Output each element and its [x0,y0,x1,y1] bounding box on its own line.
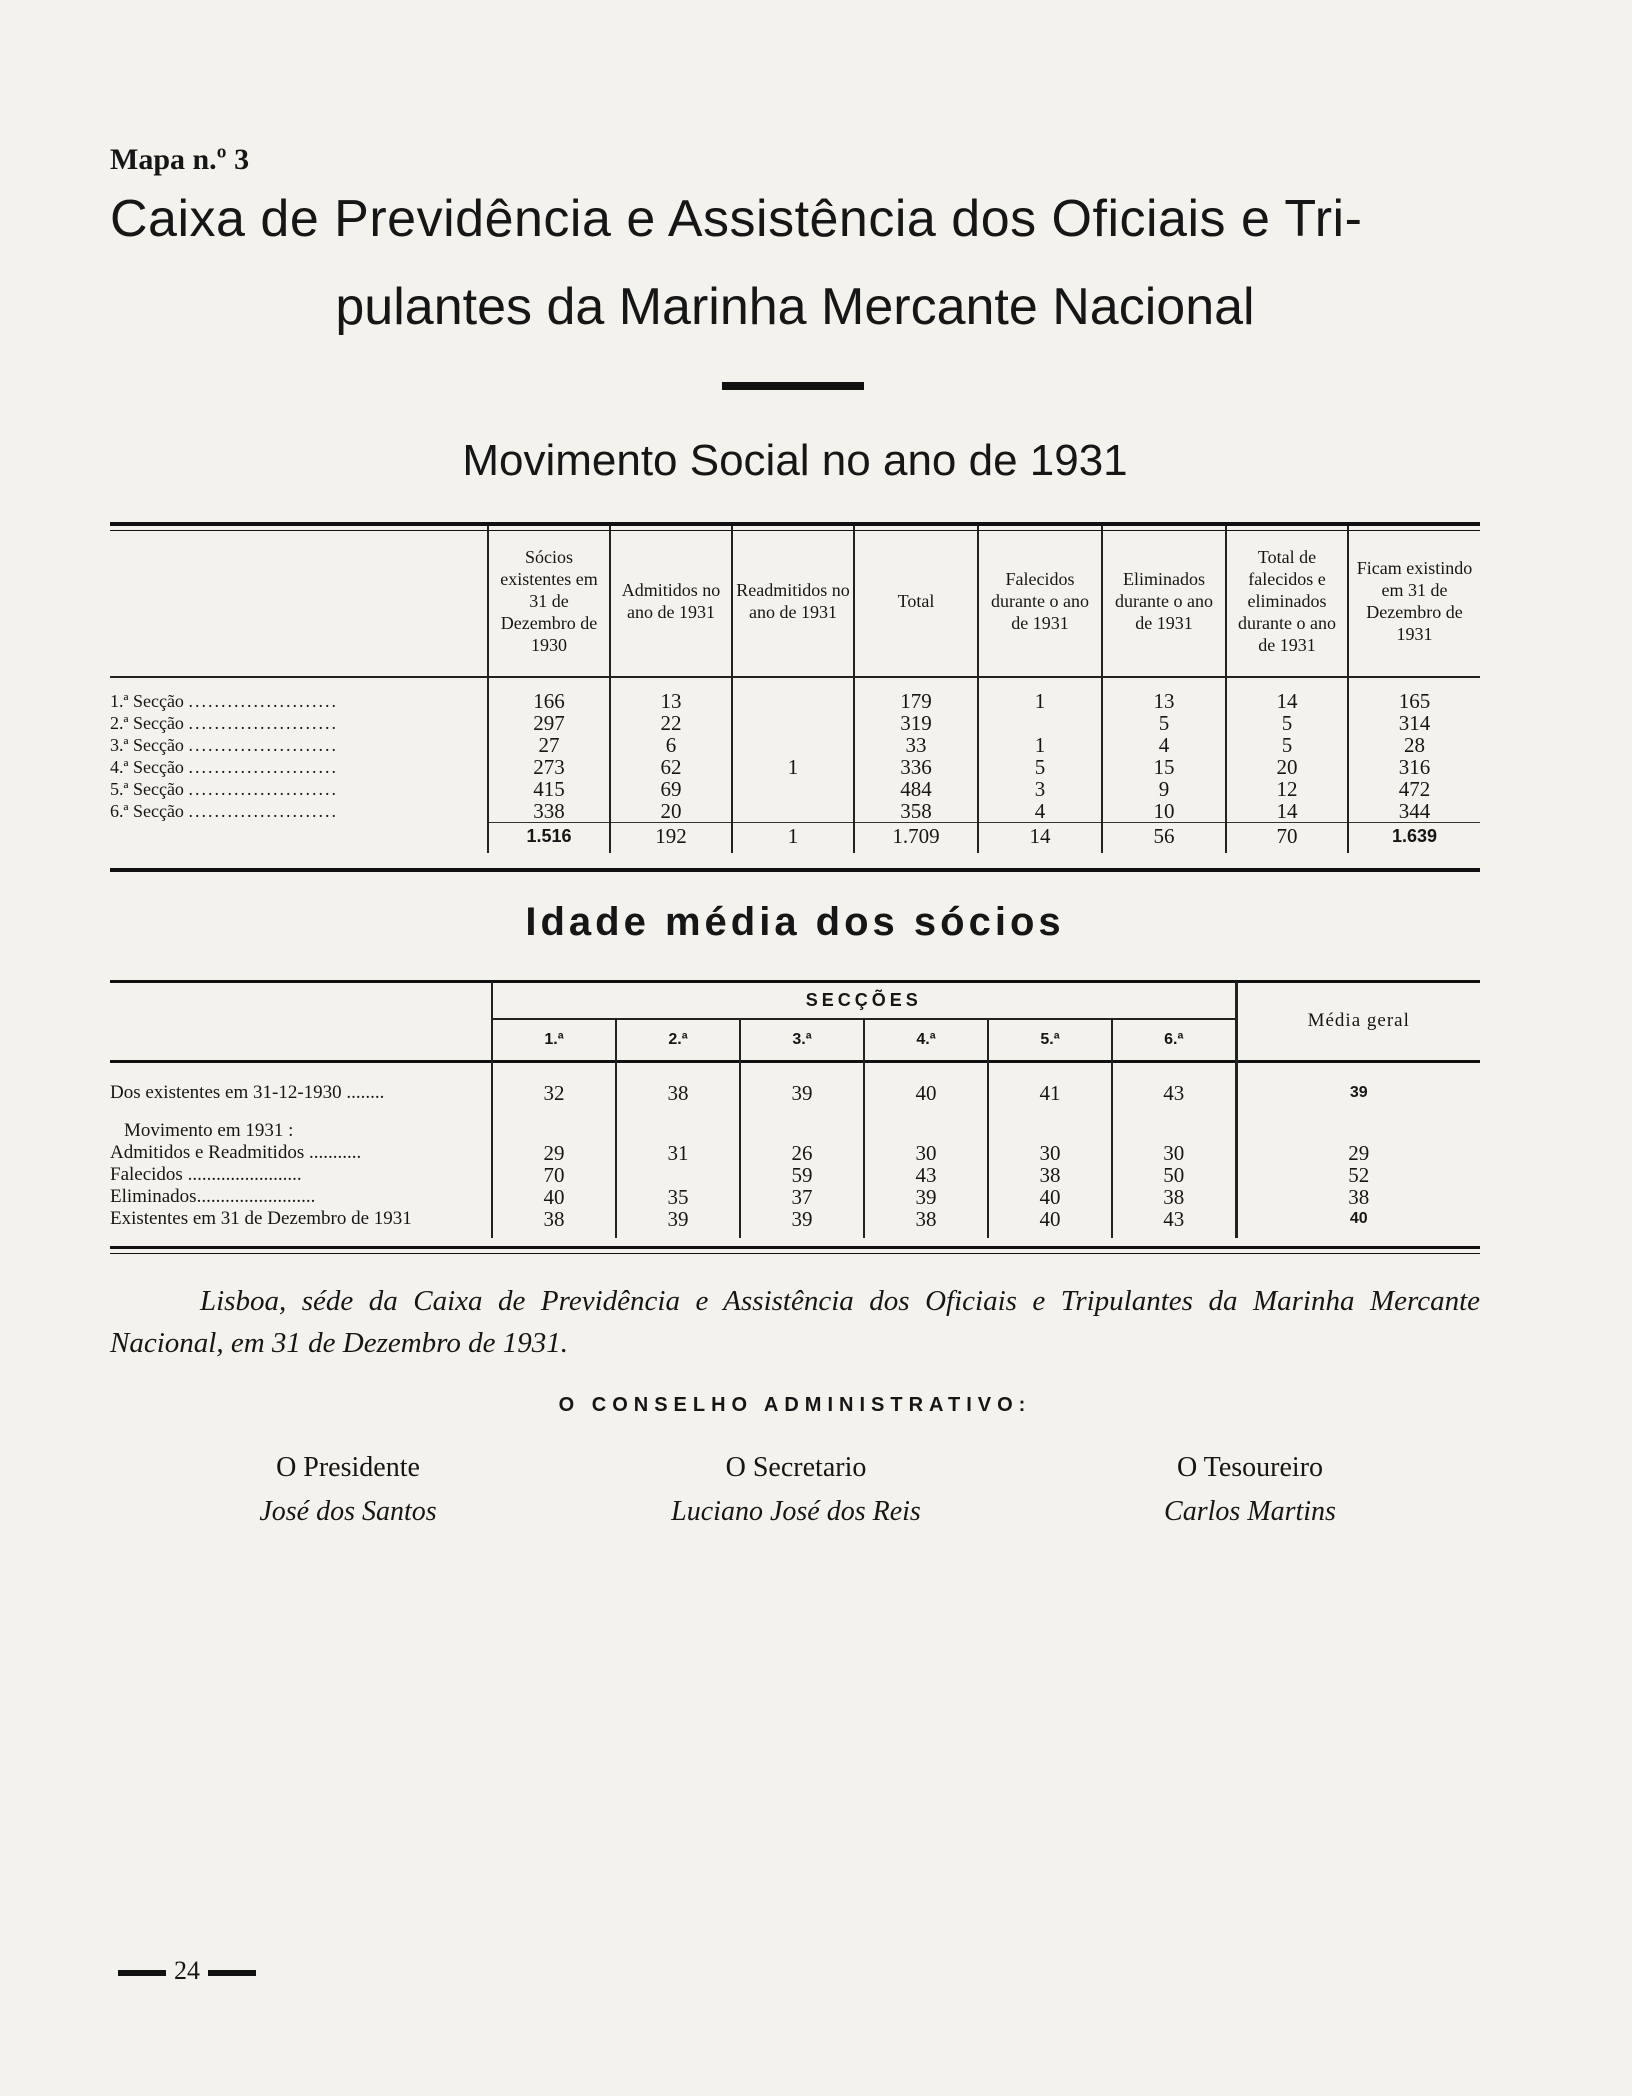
page-number-dash [208,1970,256,1976]
table-row [110,1208,1480,1238]
overall-cell: 39 [1236,1060,1480,1104]
cell: 14 [1226,677,1348,712]
cell: 319 [854,712,978,734]
cell: 40 [988,1186,1112,1208]
row-label: 5.ª Secção [110,779,184,799]
row-label: Admitidos e Readmitidos [110,1142,305,1163]
signature-secretary [616,1446,976,1534]
cell: 484 [854,778,978,800]
cell: 29 [492,1142,616,1164]
page-number [110,1956,264,1986]
signatory-role: O Tesoureiro [1176,1452,1324,1483]
cell: 14 [1226,800,1348,823]
table-row [110,1104,1480,1142]
cell: 32 [492,1060,616,1104]
row-label: Existentes em 31 de Dezembro de 1931 [110,1208,412,1229]
total-cell: 1.709 [854,823,978,854]
cell [732,677,854,712]
age-table-rule-bottom-thin [110,1253,1480,1254]
cell: 338 [488,800,610,823]
cell: 1 [978,677,1102,712]
overall-cell: 52 [1236,1164,1480,1186]
cell: 273 [488,756,610,778]
col-header: Falecidos durante o ano de 1931 [978,526,1102,677]
cell: 39 [616,1208,740,1238]
cell: 344 [1348,800,1480,823]
cell: 43 [1112,1208,1236,1238]
overall-cell: 38 [1236,1186,1480,1208]
cell: 4 [1102,734,1226,756]
cell: 26 [740,1142,864,1164]
overall-cell: 40 [1236,1208,1480,1238]
row-label: Falecidos [110,1164,183,1185]
cell: 415 [488,778,610,800]
table-row: Admitidos e Readmitidos ........... 29 31 26 30 30 30 29 [110,1142,1480,1164]
cell: 69 [610,778,732,800]
section-header: 1.ª [492,1019,616,1060]
signature-treasurer [1070,1446,1430,1534]
signatory-role: O Presidente [276,1452,420,1483]
cell: 43 [864,1164,988,1186]
cell: 472 [1348,778,1480,800]
table-rule-bottom [110,868,1480,872]
cell: 33 [854,734,978,756]
table-row: 2.ª Secção ....................... 297 22 319 5 5 314 [110,712,1480,734]
table-row: Eliminados......................... 40 35 37 39 40 38 38 [110,1186,1480,1208]
cell: 38 [864,1208,988,1238]
cell: 30 [1112,1142,1236,1164]
col-header: Total de falecidos e eliminados durante o ano de 1931 [1226,526,1348,677]
cell: 38 [1112,1186,1236,1208]
cell: 40 [492,1186,616,1208]
cell [732,778,854,800]
cell: 40 [864,1060,988,1104]
cell: 20 [1226,756,1348,778]
cell: 165 [1348,677,1480,712]
movement-table [110,526,1480,853]
cell: 3 [978,778,1102,800]
age-table-rule-bottom [110,1246,1480,1249]
cell: 27 [488,734,610,756]
cell [978,712,1102,734]
section-subtitle: Movimento Social no ano de 1931 [462,436,1128,485]
cell: 38 [616,1060,740,1104]
total-cell: 14 [978,823,1102,854]
table-row: 1.ª Secção ....................... 166 13 179 1 13 14 165 [110,677,1480,712]
cell: 39 [864,1186,988,1208]
total-cell: 1 [732,823,854,854]
totals-label-blank [110,823,488,854]
cell: 15 [1102,756,1226,778]
cell: 5 [978,756,1102,778]
col-header: Eliminados durante o ano de 1931 [1102,526,1226,677]
cell: 38 [492,1208,616,1238]
col-header: Readmitidos no ano de 1931 [732,526,854,677]
col-header: Admitidos no ano de 1931 [610,526,732,677]
header-blank [110,526,488,677]
cell: 59 [740,1164,864,1186]
map-label: Mapa n.º 3 [110,143,250,176]
cell: 1 [732,756,854,778]
row-label: 6.ª Secção [110,801,184,822]
col-header: Total [854,526,978,677]
row-label: Eliminados [110,1186,197,1207]
cell: 22 [610,712,732,734]
section-header: 6.ª [1112,1019,1236,1060]
cell: 166 [488,677,610,712]
signatory-name: José dos Santos [259,1496,437,1527]
cell: 62 [610,756,732,778]
cell: 39 [740,1060,864,1104]
table-row: 3.ª Secção ....................... 27 6 33 1 4 5 28 [110,734,1480,756]
cell [732,800,854,823]
row-label: 2.ª Secção [110,713,184,733]
cell: 13 [1102,677,1226,712]
cell: 6 [610,734,732,756]
cell: 5 [1226,734,1348,756]
table-row: 5.ª Secção ....................... 415 69 484 3 9 12 472 [110,778,1480,800]
section-header: 5.ª [988,1019,1112,1060]
total-cell: 192 [610,823,732,854]
section-header: 4.ª [864,1019,988,1060]
table-row: Dos existentes em 31-12-1930 ........ 32 38 39 40 41 43 39 [110,1060,1480,1104]
cell: 35 [616,1186,740,1208]
row-label: 1.ª Secção [110,691,184,711]
table-row: Falecidos ........................ 70 59 43 38 50 52 [110,1164,1480,1186]
cell: 41 [988,1060,1112,1104]
col-header: Ficam existindo em 31 de Dezembro de 1931 [1348,526,1480,677]
age-table-heading: Idade média dos sócios [525,900,1065,944]
signature-president [168,1446,528,1534]
cell: 5 [1226,712,1348,734]
page-number-dash [118,1970,166,1976]
signatory-name: Luciano José dos Reis [671,1496,921,1527]
total-cell: 70 [1226,823,1348,854]
total-cell: 1.639 [1348,823,1480,854]
cell: 10 [1102,800,1226,823]
cell: 20 [610,800,732,823]
total-cell: 1.516 [488,823,610,854]
age-table [110,982,1480,1238]
cell [616,1164,740,1186]
cell: 70 [492,1164,616,1186]
cell: 297 [488,712,610,734]
cell: 13 [610,677,732,712]
row-label: 3.ª Secção [110,735,184,755]
cell: 314 [1348,712,1480,734]
closing-statement [110,1280,1480,1364]
page-title-line1: Caixa de Previdência e Assistência dos Oficiais e Tri- [110,190,1363,248]
totals-row [110,823,1480,854]
cell [732,734,854,756]
section-header: 2.ª [616,1019,740,1060]
cell: 30 [988,1142,1112,1164]
overall-header: Média geral [1236,982,1480,1060]
overall-cell: 29 [1236,1142,1480,1164]
cell: 179 [854,677,978,712]
table-row: 6.ª Secção ....................... 338 20 358 4 10 14 344 [110,800,1480,823]
cell: 50 [1112,1164,1236,1186]
cell: 30 [864,1142,988,1164]
cell: 37 [740,1186,864,1208]
cell: 358 [854,800,978,823]
closing-text: Lisboa, séde da Caixa de Previdência e Assistência dos Oficiais e Tripulantes da Marinha Mercante Nacional, em 31 de Dezembro de 1931. [110,1285,1480,1359]
page-title-line2: pulantes da Marinha Mercante Nacional [335,278,1255,336]
cell: 336 [854,756,978,778]
total-cell: 56 [1102,823,1226,854]
cell: 5 [1102,712,1226,734]
cell: 39 [740,1208,864,1238]
header-blank [110,982,492,1060]
movement-label: Movimento em 1931 : [124,1120,294,1141]
row-label: Dos existentes em 31-12-1930 [110,1082,342,1103]
cell: 9 [1102,778,1226,800]
title-divider [722,382,864,390]
signatory-name: Carlos Martins [1164,1496,1336,1527]
cell: 40 [988,1208,1112,1238]
row-label: 4.ª Secção [110,757,184,777]
col-header: Sócios existentes em 31 de Dezembro de 1930 [488,526,610,677]
cell: 43 [1112,1060,1236,1104]
cell: 28 [1348,734,1480,756]
section-header: 3.ª [740,1019,864,1060]
cell: 38 [988,1164,1112,1186]
cell: 31 [616,1142,740,1164]
signatory-role: O Secretario [725,1452,867,1483]
page-number-value: 24 [174,1956,200,1985]
table-row: 4.ª Secção ....................... 273 62 1 336 5 15 20 316 [110,756,1480,778]
cell: 316 [1348,756,1480,778]
cell: 12 [1226,778,1348,800]
sections-group-header: SECÇÕES [492,982,1236,1019]
council-heading: O CONSELHO ADMINISTRATIVO: [558,1394,1032,1416]
cell: 4 [978,800,1102,823]
cell [732,712,854,734]
cell: 1 [978,734,1102,756]
